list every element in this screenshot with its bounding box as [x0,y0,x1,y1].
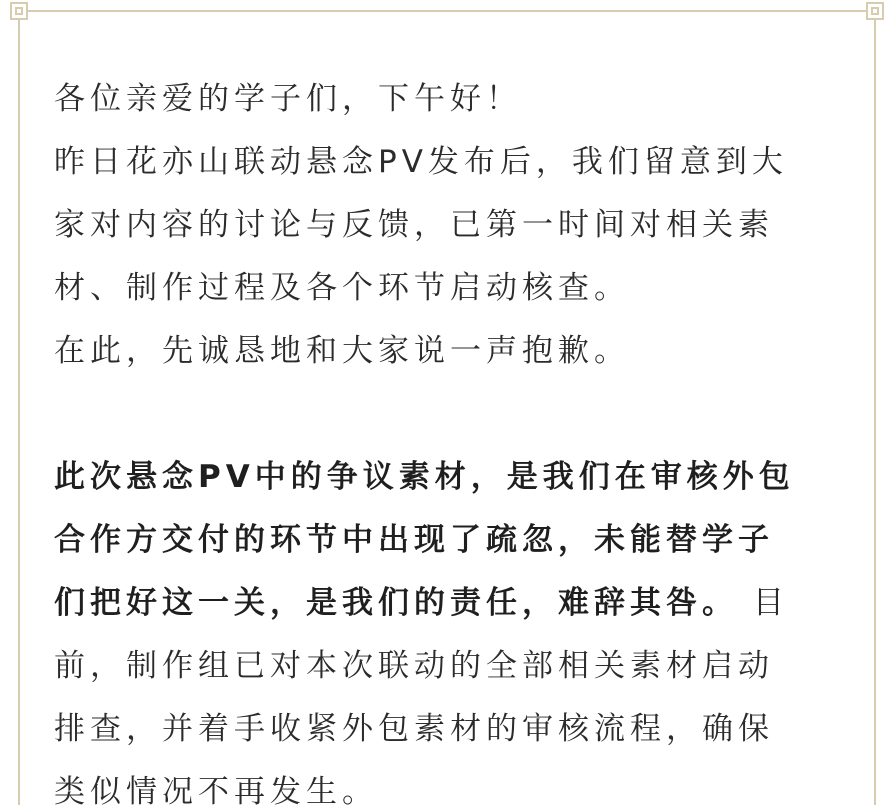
bold-statement-line: 合作方交付的环节中出现了疏忽，未能替学子 [54,522,774,558]
paragraph-line: 家对内容的讨论与反馈，已第一时间对相关素 [54,207,774,243]
corner-ornament-right-icon [866,2,884,20]
paragraph-line: 材、制作过程及各个环节启动核查。 [54,270,630,306]
paragraph-line: 前，制作组已对本次联动的全部相关素材启动 [54,648,774,684]
apology-line: 在此，先诚恳地和大家说一声抱歉。 [54,333,630,369]
bold-statement-line-end: 们把好这一关，是我们的责任，难辞其咎。 [54,585,738,621]
frame-border-right [874,10,876,805]
paragraph-line: 昨日花亦山联动悬念PV发布后，我们留意到大 [54,144,788,180]
letter-body [54,68,844,805]
greeting-line: 各位亲爱的学子们，下午好！ [54,81,522,117]
regular-text-start: 目 [738,585,789,621]
bold-statement-line: 此次悬念PV中的争议素材，是我们在审核外包 [54,459,795,495]
paragraph-line: 类似情况不再发生。 [54,774,378,805]
paragraph-line: 排查，并着手收紧外包素材的审核流程，确保 [54,711,774,747]
paragraph-gap [54,383,844,446]
corner-ornament-left-icon [10,2,28,20]
mixed-line [54,572,844,635]
frame-border-left [18,10,20,805]
frame-border-top [20,10,874,12]
